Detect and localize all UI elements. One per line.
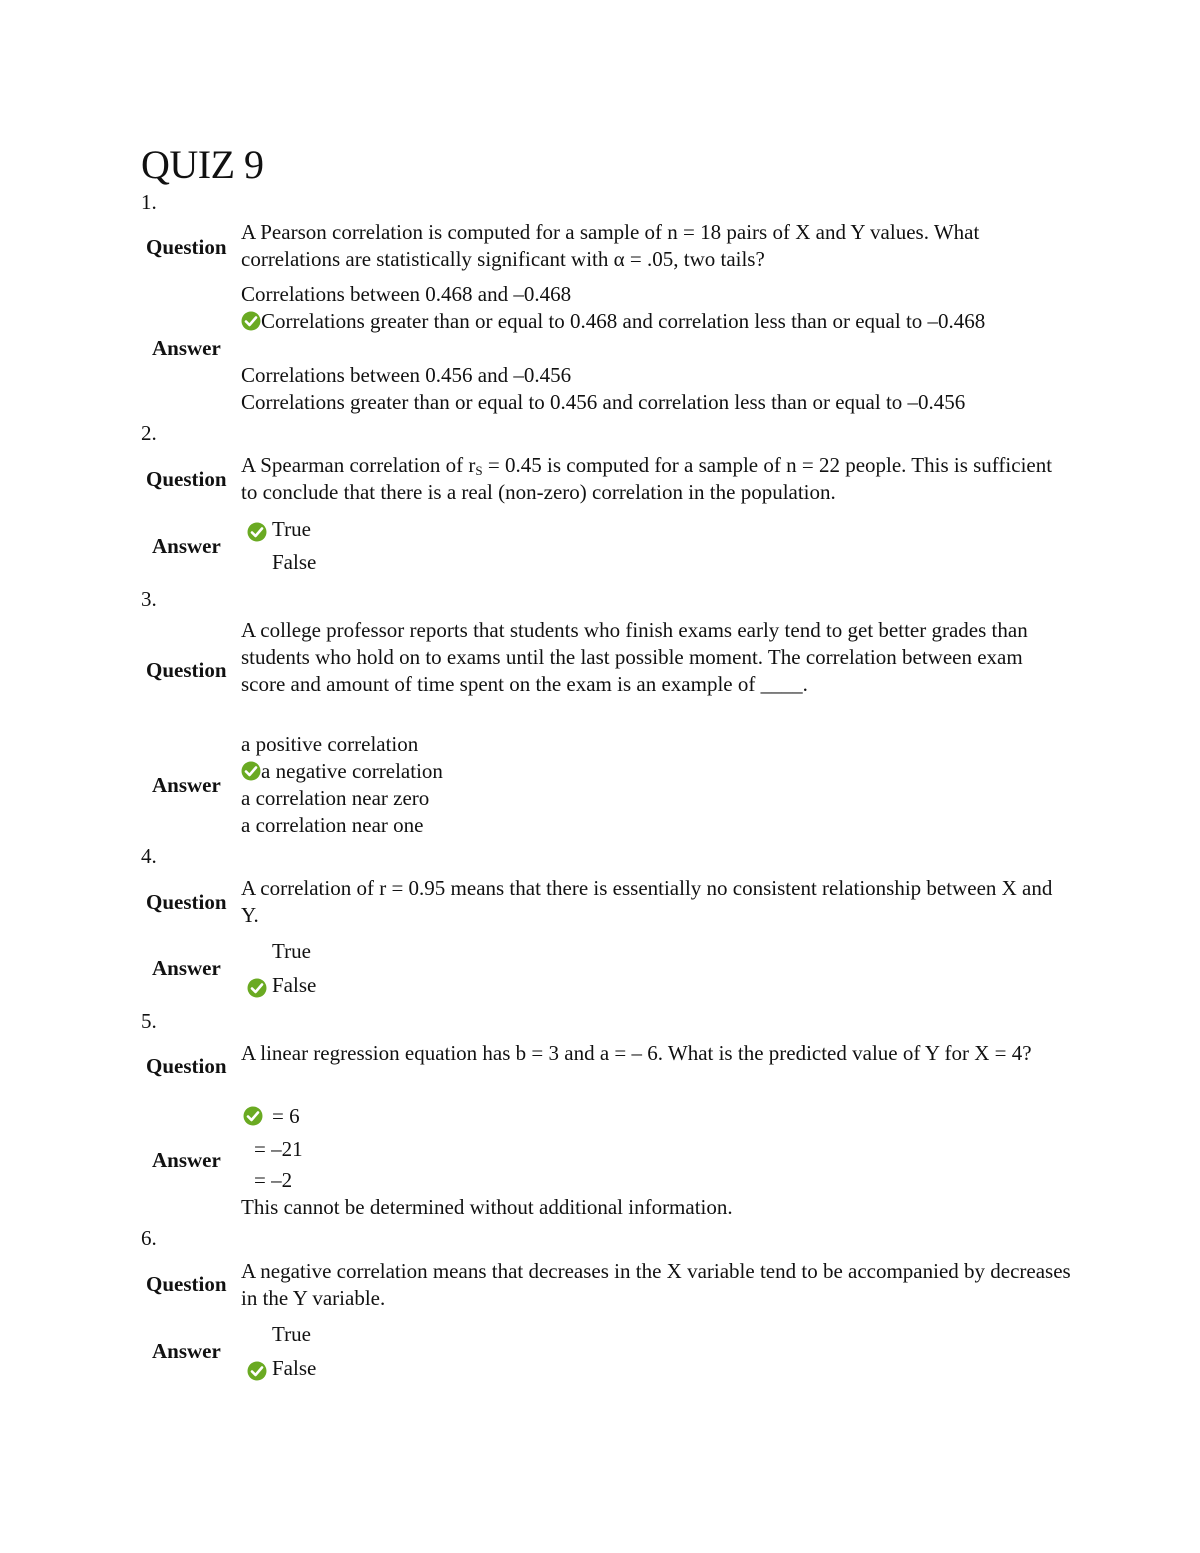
answer-option [241, 731, 418, 758]
question-label: Question [146, 658, 227, 682]
answer-option-text: Correlations between 0.456 and –0.456 [241, 363, 572, 387]
answer-option-text: a negative correlation [261, 759, 443, 783]
answer-option-text: Correlations greater than or equal to 0.456 and correlation less than or equal to –0.456 [241, 390, 966, 414]
question-label: Question [146, 1054, 227, 1078]
answer-option-text: Correlations greater than or equal to 0.468 and correlation less than or equal to –0.468 [261, 309, 986, 333]
answer-option: True [272, 939, 311, 963]
answer-option-correct: True [272, 517, 311, 541]
answer-option: This cannot be determined without additional information. [241, 1195, 733, 1219]
answer-label: Answer [152, 773, 221, 797]
page-title: QUIZ 9 [141, 142, 264, 187]
question-number: 4. [141, 844, 157, 868]
question-label: Question [146, 890, 227, 914]
question-text [241, 452, 1071, 506]
question-number: 2. [141, 421, 157, 445]
answer-option [241, 389, 965, 416]
answer-option: = –21 [254, 1137, 303, 1161]
check-icon [241, 311, 261, 331]
question-number: 1. [141, 190, 157, 214]
question-text: A negative correlation means that decreases in the X variable tend to be accompanied by decreases in the Y variable. [241, 1259, 1071, 1310]
answer-label: Answer [152, 534, 221, 558]
check-icon [247, 1361, 267, 1381]
answer-option-text: Correlations between 0.468 and –0.468 [241, 282, 572, 306]
answer-option: True [272, 1322, 311, 1346]
check-icon [241, 761, 261, 781]
question-text-part: = 0.45 is computed for a sample of n = 22 people. This is sufficient to conclude that there is a real (non-zero) correlation in the population. [241, 453, 1053, 504]
answer-label: Answer [152, 956, 221, 980]
check-icon [243, 1106, 263, 1126]
check-icon [247, 978, 267, 998]
check-icon [247, 522, 267, 542]
answer-option-correct: False [272, 1356, 317, 1380]
question-text: A linear regression equation has b = 3 and a = – 6. What is the predicted value of Y for X = 4? [241, 1041, 1032, 1065]
question-label: Question [146, 467, 227, 491]
question-text: A college professor reports that students who finish exams early tend to get better grades than students who hold on to exams until the last possible moment. The correlation between exam score and amount of time spent on the exam is an example of ____. [241, 618, 1028, 696]
answer-option-text: a positive correlation [241, 732, 419, 756]
answer-option-text: a correlation near one [241, 813, 424, 837]
answer-option: = –2 [254, 1168, 293, 1192]
answer-option [241, 281, 571, 308]
answer-option [241, 785, 429, 812]
answer-label: Answer [152, 336, 221, 360]
question-label: Question [146, 235, 227, 259]
answer-option-text: a correlation near zero [241, 786, 430, 810]
answer-option: False [272, 550, 317, 574]
question-number: 6. [141, 1226, 157, 1250]
answer-option-correct: = 6 [272, 1104, 300, 1128]
question-text-part: A Spearman correlation of r [241, 453, 476, 477]
question-number: 3. [141, 587, 157, 611]
answer-option-correct [241, 758, 443, 785]
question-number: 5. [141, 1009, 157, 1033]
question-label: Question [146, 1272, 227, 1296]
answer-label: Answer [152, 1148, 221, 1172]
subscript: S [475, 463, 483, 478]
question-text: A Pearson correlation is computed for a sample of n = 18 pairs of X and Y values. What correlations are statistically significant with α = .05, two tails? [241, 220, 980, 271]
answer-option [241, 362, 571, 389]
answer-option-correct [241, 308, 1071, 335]
answer-option [241, 812, 423, 839]
answer-label: Answer [152, 1339, 221, 1363]
question-text: A correlation of r = 0.95 means that there is essentially no consistent relationship between X and Y. [241, 876, 1053, 927]
answer-option-correct: False [272, 973, 317, 997]
